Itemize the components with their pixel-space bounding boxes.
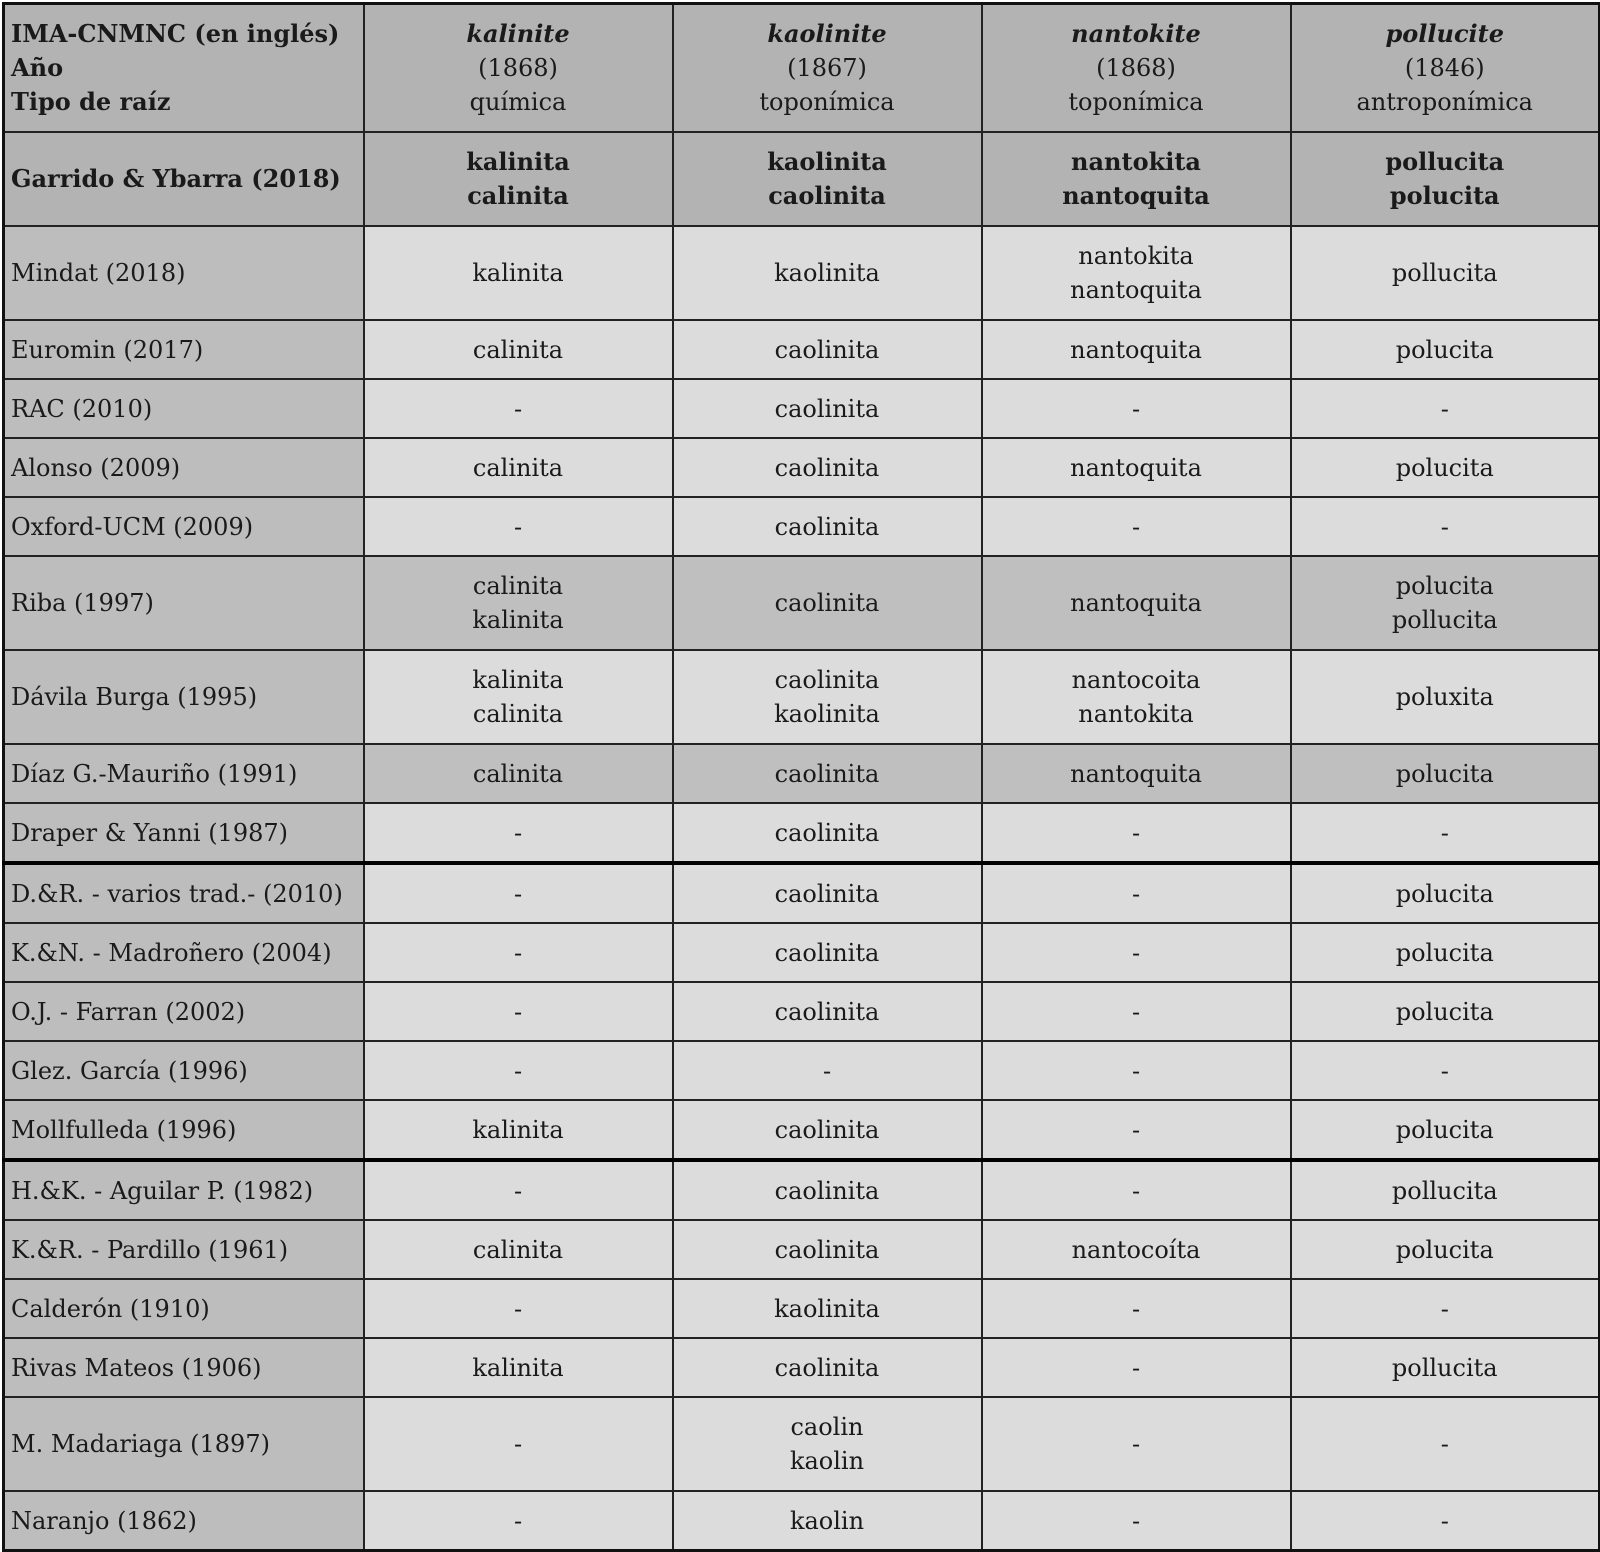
source-name: RAC (2010): [11, 394, 153, 423]
spanish-name: caolinita: [774, 589, 880, 617]
root-type: toponímica: [1068, 88, 1204, 116]
spanish-name: polucita: [1395, 572, 1494, 600]
name-cell: [673, 379, 982, 438]
source-label: [4, 1338, 364, 1397]
spanish-name: -: [1131, 1430, 1141, 1458]
name-cell: [673, 497, 982, 556]
spanish-name: caolinita: [774, 666, 880, 694]
spanish-name: caolin: [790, 1413, 864, 1441]
spanish-name: -: [513, 1176, 523, 1205]
spanish-name: poluxita: [1395, 683, 1494, 711]
name-cell: [1291, 438, 1600, 497]
comparison-table-container: [2, 2, 1600, 1552]
spanish-name: kaolinita: [767, 147, 887, 176]
source-name: Rivas Mateos (1906): [11, 1353, 262, 1382]
name-cell: [982, 320, 1291, 379]
spanish-name: caolinita: [774, 512, 880, 541]
name-cell: [364, 132, 673, 226]
column-header-kalinite: [364, 4, 673, 133]
name-cell: [364, 863, 673, 923]
mineral-name: nantokite: [1071, 19, 1201, 48]
source-label: [4, 863, 364, 923]
spanish-name: -: [1440, 1430, 1449, 1458]
spanish-name: calinita: [467, 181, 569, 210]
name-cell: [364, 497, 673, 556]
source-label: [4, 379, 364, 438]
source-label: [4, 1041, 364, 1100]
name-cell: [673, 132, 982, 226]
spanish-name: nantokita: [1071, 147, 1201, 176]
header-row: [4, 4, 1600, 133]
spanish-name: nantoquita: [1070, 759, 1202, 788]
name-cell: [1291, 1491, 1600, 1551]
source-label: [4, 132, 364, 226]
spanish-name: -: [513, 997, 523, 1026]
name-cell: [982, 556, 1291, 650]
spanish-name: -: [1131, 938, 1141, 967]
source-name: Calderón (1910): [11, 1294, 210, 1323]
name-cell: [1291, 226, 1600, 320]
spanish-name: nantoquita: [1070, 276, 1202, 304]
table-row: [4, 744, 1600, 803]
spanish-name: kaolin: [789, 1506, 865, 1535]
column-header-pollucite: [1291, 4, 1600, 133]
name-cell: [982, 1338, 1291, 1397]
source-name: K.&R. - Pardillo (1961): [11, 1235, 289, 1264]
name-cell: [364, 744, 673, 803]
name-cell: [364, 556, 673, 650]
source-label: [4, 556, 364, 650]
table-row: [4, 863, 1600, 923]
mineral-name: kaolinite: [767, 19, 887, 48]
name-cell: [364, 1220, 673, 1279]
name-cell: [673, 863, 982, 923]
name-cell: [1291, 1100, 1600, 1160]
table-row: [4, 497, 1600, 556]
spanish-name: polucita: [1395, 453, 1494, 482]
spanish-name: -: [1131, 1353, 1141, 1382]
spanish-name: polucita: [1395, 759, 1494, 788]
mineral-year: (1867): [787, 54, 867, 82]
column-header-kaolinite: [673, 4, 982, 133]
name-cell: [364, 1397, 673, 1491]
name-cell: [364, 650, 673, 744]
table-row: [4, 923, 1600, 982]
spanish-name: -: [513, 1430, 523, 1458]
spanish-name: -: [1131, 1294, 1141, 1323]
name-cell: [1291, 1220, 1600, 1279]
spanish-name: -: [1440, 394, 1449, 423]
spanish-name: kalinita: [472, 259, 564, 287]
spanish-name: kalinita: [472, 1353, 564, 1382]
spanish-name: kaolinita: [774, 700, 880, 728]
name-cell: [364, 438, 673, 497]
name-cell: [673, 803, 982, 863]
spanish-name: polucita: [1389, 181, 1500, 210]
table-row: [4, 556, 1600, 650]
name-cell: [1291, 379, 1600, 438]
name-cell: [1291, 497, 1600, 556]
table-row: [4, 226, 1600, 320]
source-label: [4, 320, 364, 379]
name-cell: [982, 132, 1291, 226]
name-cell: [1291, 803, 1600, 863]
spanish-name: -: [1440, 1294, 1449, 1323]
name-cell: [1291, 1279, 1600, 1338]
name-cell: [982, 1041, 1291, 1100]
spanish-name: polucita: [1395, 997, 1494, 1026]
name-cell: [982, 1100, 1291, 1160]
reference-row-garrido: [4, 132, 1600, 226]
name-cell: [673, 320, 982, 379]
header-label-line: Tipo de raíz: [11, 87, 171, 116]
mineral-year: (1846): [1404, 54, 1485, 82]
spanish-name: caolinita: [774, 938, 880, 967]
spanish-name: -: [513, 938, 523, 967]
name-cell: [673, 1041, 982, 1100]
source-name: O.J. - Farran (2002): [11, 997, 246, 1026]
name-cell: [673, 1279, 982, 1338]
source-label: [4, 1491, 364, 1551]
name-cell: [364, 923, 673, 982]
spanish-name: caolinita: [768, 181, 886, 210]
mineral-name: kalinite: [466, 19, 570, 48]
name-cell: [982, 803, 1291, 863]
spanish-name: nantoquita: [1070, 335, 1202, 364]
spanish-name: nantokita: [1078, 700, 1194, 728]
spanish-name: -: [1131, 997, 1141, 1026]
name-cell: [673, 1491, 982, 1551]
spanish-name: -: [513, 818, 523, 847]
name-cell: [982, 1220, 1291, 1279]
name-cell: [1291, 1041, 1600, 1100]
name-cell: [364, 379, 673, 438]
root-type: antroponímica: [1356, 88, 1533, 116]
table-row: [4, 379, 1600, 438]
spanish-name: caolinita: [774, 997, 880, 1026]
table-body: [4, 4, 1600, 1551]
spanish-name: polucita: [1395, 335, 1494, 364]
source-name: Euromin (2017): [11, 335, 204, 364]
mineral-year: (1868): [1096, 54, 1176, 82]
name-cell: [982, 1160, 1291, 1220]
name-cell: [673, 1397, 982, 1491]
spanish-name: kaolinita: [774, 259, 880, 287]
spanish-name: -: [1131, 879, 1141, 908]
table-row: [4, 1338, 1600, 1397]
source-name: Draper & Yanni (1987): [11, 818, 288, 847]
spanish-name: calinita: [472, 700, 564, 728]
spanish-name: calinita: [472, 759, 564, 788]
name-cell: [673, 650, 982, 744]
source-label: [4, 923, 364, 982]
spanish-name: kalinita: [472, 1115, 564, 1144]
spanish-name: -: [1440, 1506, 1449, 1535]
spanish-name: -: [1131, 1506, 1141, 1535]
name-cell: [364, 1279, 673, 1338]
name-cell: [982, 1397, 1291, 1491]
spanish-name: caolinita: [774, 394, 880, 423]
source-label: [4, 1279, 364, 1338]
name-cell: [673, 1160, 982, 1220]
source-label: [4, 744, 364, 803]
spanish-name: nantoquita: [1062, 181, 1210, 210]
spanish-name: polucita: [1395, 938, 1494, 967]
name-cell: [982, 1491, 1291, 1551]
spanish-name: kaolin: [789, 1447, 865, 1475]
spanish-name: pollucita: [1391, 1176, 1498, 1205]
spanish-name: calinita: [472, 572, 564, 600]
name-cell: [364, 1491, 673, 1551]
table-row: [4, 320, 1600, 379]
name-cell: [982, 863, 1291, 923]
spanish-name: kaolinita: [774, 1294, 880, 1323]
name-cell: [673, 438, 982, 497]
source-name: D.&R. - varios trad.- (2010): [11, 879, 343, 908]
table-row: [4, 1041, 1600, 1100]
name-cell: [364, 1338, 673, 1397]
spanish-name: -: [513, 394, 523, 423]
name-cell: [364, 982, 673, 1041]
name-cell: [364, 1160, 673, 1220]
name-cell: [1291, 863, 1600, 923]
source-name: Dávila Burga (1995): [11, 683, 258, 711]
name-cell: [982, 379, 1291, 438]
table-row: [4, 982, 1600, 1041]
spanish-name: -: [1131, 512, 1141, 541]
spanish-name: polucita: [1395, 1235, 1494, 1264]
source-name: K.&N. - Madroñero (2004): [11, 938, 332, 967]
spanish-name: -: [1440, 1056, 1449, 1085]
table-row: [4, 650, 1600, 744]
spanish-name: calinita: [472, 1235, 564, 1264]
spanish-name: caolinita: [774, 1176, 880, 1205]
spanish-name: -: [1131, 1176, 1141, 1205]
header-label-cell: [4, 4, 364, 133]
spanish-name: caolinita: [774, 1353, 880, 1382]
spanish-name: -: [1131, 1056, 1141, 1085]
source-name: Oxford-UCM (2009): [11, 512, 254, 541]
spanish-name: pollucita: [1385, 147, 1505, 176]
name-cell: [1291, 744, 1600, 803]
table-row: [4, 1491, 1600, 1551]
source-label: [4, 650, 364, 744]
spanish-name: -: [1440, 512, 1449, 541]
spanish-name: -: [513, 879, 523, 908]
source-label: [4, 438, 364, 497]
root-type: química: [469, 88, 567, 116]
name-cell: [364, 320, 673, 379]
name-cell: [1291, 650, 1600, 744]
name-cell: [1291, 556, 1600, 650]
name-cell: [1291, 982, 1600, 1041]
source-name: M. Madariaga (1897): [11, 1430, 270, 1458]
table-row: [4, 1397, 1600, 1491]
name-cell: [673, 1100, 982, 1160]
spanish-name: -: [513, 1294, 523, 1323]
name-cell: [364, 1041, 673, 1100]
source-label: [4, 1100, 364, 1160]
table-row: [4, 1160, 1600, 1220]
table-row: [4, 438, 1600, 497]
spanish-name: -: [513, 512, 523, 541]
mineral-name: pollucite: [1385, 19, 1505, 48]
spanish-name: caolinita: [774, 879, 880, 908]
header-label-line: IMA-CNMNC (en inglés): [11, 19, 340, 48]
name-cell: [673, 744, 982, 803]
spanish-name: -: [1131, 1115, 1141, 1144]
name-cell: [982, 923, 1291, 982]
source-label: [4, 803, 364, 863]
root-type: toponímica: [759, 88, 895, 116]
spanish-name: nantocoita: [1071, 666, 1201, 694]
name-cell: [364, 803, 673, 863]
table-row: [4, 1100, 1600, 1160]
name-cell: [982, 226, 1291, 320]
name-cell: [1291, 1397, 1600, 1491]
source-name: Naranjo (1862): [11, 1506, 197, 1535]
spanish-name: pollucita: [1391, 606, 1498, 634]
source-label: [4, 1220, 364, 1279]
spanish-name: nantoquita: [1070, 453, 1202, 482]
source-label: [4, 226, 364, 320]
spanish-name: -: [1440, 818, 1449, 847]
name-cell: [1291, 132, 1600, 226]
spanish-name: nantokita: [1078, 242, 1194, 270]
spanish-name: kalinita: [472, 666, 564, 694]
source-name: Mollfulleda (1996): [11, 1115, 237, 1144]
spanish-name: calinita: [472, 335, 564, 364]
source-name: Alonso (2009): [11, 453, 181, 482]
source-name: H.&K. - Aguilar P. (1982): [11, 1176, 314, 1205]
source-name: Riba (1997): [11, 589, 154, 617]
spanish-name: pollucita: [1391, 259, 1498, 287]
source-label: [4, 1160, 364, 1220]
spanish-name: caolinita: [774, 453, 880, 482]
mineral-year: (1868): [478, 54, 558, 82]
name-cell: [982, 744, 1291, 803]
source-label: [4, 1397, 364, 1491]
name-cell: [982, 438, 1291, 497]
spanish-name: -: [1131, 818, 1141, 847]
spanish-name: -: [822, 1056, 832, 1085]
spanish-name: -: [513, 1506, 523, 1535]
spanish-name: nantoquita: [1070, 589, 1202, 617]
table-row: [4, 803, 1600, 863]
source-name: Garrido & Ybarra (2018): [11, 164, 341, 193]
spanish-name: caolinita: [774, 818, 880, 847]
source-name: Glez. García (1996): [11, 1056, 248, 1085]
spanish-name: -: [1131, 394, 1141, 423]
name-cell: [982, 1279, 1291, 1338]
spanish-name: caolinita: [774, 759, 880, 788]
spanish-name: -: [513, 1056, 523, 1085]
spanish-name: nantocoíta: [1071, 1235, 1201, 1264]
name-cell: [673, 1220, 982, 1279]
spanish-name: caolinita: [774, 1235, 880, 1264]
spanish-name: polucita: [1395, 1115, 1494, 1144]
name-cell: [1291, 1338, 1600, 1397]
name-cell: [982, 650, 1291, 744]
name-cell: [364, 1100, 673, 1160]
table-row: [4, 1279, 1600, 1338]
source-label: [4, 982, 364, 1041]
name-cell: [1291, 1160, 1600, 1220]
name-cell: [673, 226, 982, 320]
column-header-nantokite: [982, 4, 1291, 133]
name-cell: [982, 497, 1291, 556]
name-cell: [1291, 923, 1600, 982]
spanish-name: polucita: [1395, 879, 1494, 908]
name-cell: [364, 226, 673, 320]
name-cell: [673, 1338, 982, 1397]
mineral-names-table: [2, 2, 1600, 1552]
source-name: Mindat (2018): [11, 259, 186, 287]
spanish-name: calinita: [472, 453, 564, 482]
spanish-name: kalinita: [466, 147, 570, 176]
name-cell: [982, 982, 1291, 1041]
name-cell: [673, 556, 982, 650]
table-row: [4, 1220, 1600, 1279]
name-cell: [673, 923, 982, 982]
source-label: [4, 497, 364, 556]
source-name: Díaz G.-Mauriño (1991): [11, 759, 298, 788]
name-cell: [673, 982, 982, 1041]
header-label-line: Año: [11, 53, 64, 82]
spanish-name: caolinita: [774, 1115, 880, 1144]
spanish-name: pollucita: [1391, 1353, 1498, 1382]
spanish-name: caolinita: [774, 335, 880, 364]
name-cell: [1291, 320, 1600, 379]
spanish-name: kalinita: [472, 606, 564, 634]
